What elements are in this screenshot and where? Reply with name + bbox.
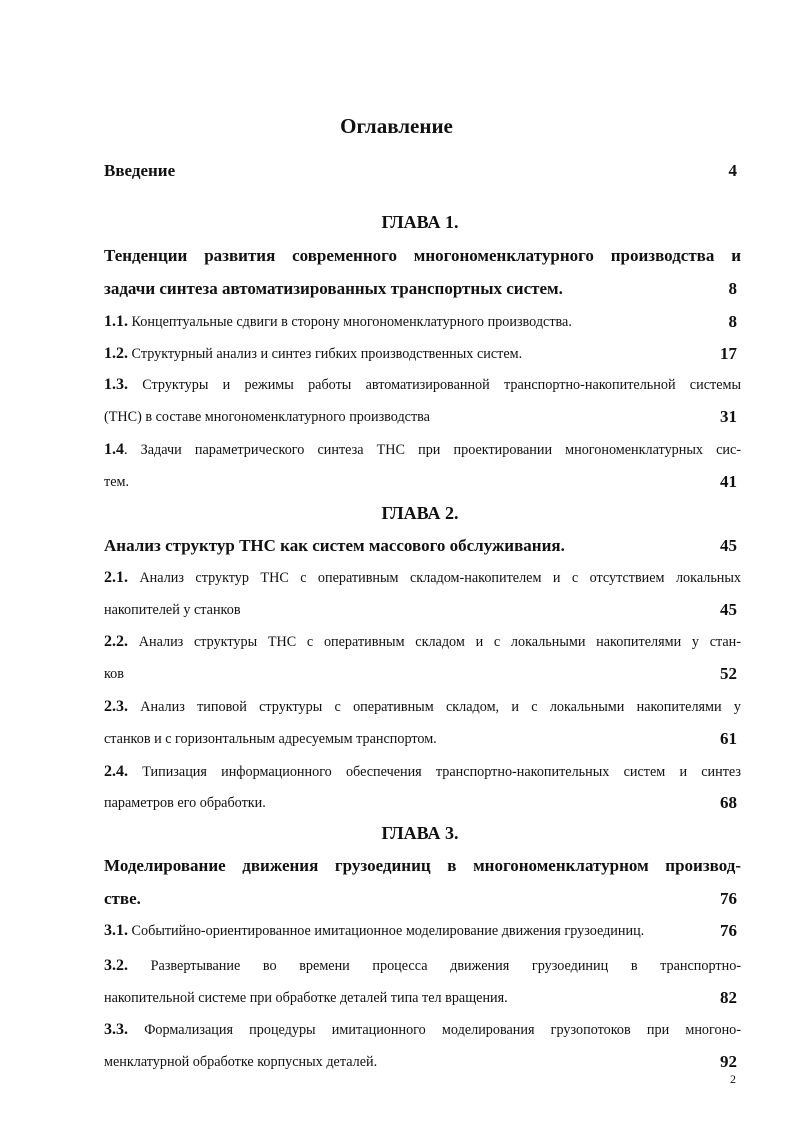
- section-text: Событийно-ориентированное имитационное моделирование движения грузоединиц.: [131, 923, 645, 939]
- section-text: Структурный анализ и синтез гибких производственных систем.: [131, 346, 523, 362]
- chapter-3-title-line-2: стве.: [104, 889, 141, 908]
- section-3-3-page: 92: [720, 1052, 737, 1071]
- section-text: Формализация процедуры имитационного моделирования грузопотоков при многоно-: [144, 1022, 741, 1038]
- section-text: Анализ типовой структуры с оперативным складом, и с локальными накопителями у: [140, 699, 741, 715]
- section-number: 1.2.: [104, 345, 128, 362]
- section-text: . Задачи параметрического синтеза ТНС при проектировании многономенклатурных сис-: [124, 442, 741, 458]
- section-text: Структуры и режимы работы автоматизированной транспортно-накопительной системы: [142, 377, 741, 393]
- section-2-3-line-1: [104, 696, 741, 718]
- chapter-2-title-line-1: Анализ структур ТНС как систем массового обслуживания.: [104, 536, 565, 555]
- section-1-1: [104, 311, 741, 333]
- section-2-3-line-2: станков и с горизонтальным адресуемым транспортом.: [104, 731, 437, 747]
- section-3-1-page: 76: [720, 921, 737, 940]
- section-number: 2.2.: [104, 633, 128, 650]
- section-number: 2.3.: [104, 698, 128, 715]
- section-1-3-line-2: (ТНС) в составе многономенклатурного производства: [104, 409, 430, 425]
- section-text: Развертывание во времени процесса движения грузоединиц в транспортно-: [150, 958, 741, 974]
- section-2-1-page: 45: [720, 600, 737, 619]
- section-2-4-line-1: [104, 761, 741, 783]
- section-number: 3.1.: [104, 922, 128, 939]
- section-number: 2.1.: [104, 569, 128, 586]
- section-number: 3.3.: [104, 1021, 128, 1038]
- section-1-2: [104, 343, 741, 365]
- section-1-3-line-1: [104, 374, 741, 396]
- toc-intro-label: Введение: [104, 161, 176, 180]
- chapter-1-title-line-1: Тенденции развития современного многономенклатурного производства и: [104, 246, 741, 265]
- section-3-1: [104, 920, 714, 942]
- section-text: Анализ структур ТНС с оперативным складом-накопителем и с отсутствием локальных: [139, 570, 741, 586]
- section-2-2-line-1: [104, 631, 741, 653]
- page-number: 2: [730, 1072, 736, 1086]
- section-number: 1.1.: [104, 313, 128, 330]
- section-text: Концептуальные сдвиги в сторону многономенклатурного производства.: [131, 314, 572, 330]
- section-3-3-line-2: менклатурной обработке корпусных деталей.: [104, 1054, 378, 1070]
- section-1-4-line-1: [104, 439, 741, 461]
- section-3-3-line-1: [104, 1019, 741, 1041]
- section-3-2-line-1: [104, 955, 741, 977]
- section-1-4-page: 41: [720, 472, 737, 491]
- section-2-4-page: 68: [720, 793, 737, 812]
- section-2-2-line-2: ков: [104, 666, 124, 682]
- page-title: Оглавление: [340, 114, 453, 138]
- section-2-4-line-2: параметров его обработки.: [104, 795, 266, 811]
- chapter-3-heading: ГЛАВА 3.: [381, 823, 459, 843]
- section-2-2-page: 52: [720, 664, 737, 683]
- section-number: 2.4.: [104, 763, 128, 780]
- chapter-1-heading: ГЛАВА 1.: [381, 212, 459, 232]
- chapter-2-heading: ГЛАВА 2.: [381, 503, 459, 523]
- section-1-1-page: 8: [728, 312, 737, 331]
- section-1-2-page: 17: [720, 344, 737, 363]
- chapter-3-page: 76: [720, 889, 737, 908]
- section-2-3-page: 61: [720, 729, 737, 748]
- section-number: 1.4: [104, 441, 124, 458]
- section-3-2-line-2: накопительной системе при обработке деталей типа тел вращения.: [104, 990, 508, 1006]
- chapter-3-title-line-1: Моделирование движения грузоединиц в многономенклатурном производ-: [104, 856, 741, 875]
- section-text: Анализ структуры ТНС с оперативным складом и с локальными накопителями у стан-: [138, 634, 741, 650]
- section-number: 3.2.: [104, 957, 128, 974]
- section-3-2-page: 82: [720, 988, 737, 1007]
- section-number: 1.3.: [104, 376, 128, 393]
- chapter-2-page: 45: [720, 536, 737, 555]
- chapter-1-title-line-2: задачи синтеза автоматизированных транспортных систем.: [104, 279, 563, 298]
- section-2-1-line-2: накопителей у станков: [104, 602, 241, 618]
- section-1-4-line-2: тем.: [104, 474, 130, 490]
- toc-intro-page: 4: [728, 161, 737, 180]
- section-text: Типизация информационного обеспечения транспортно-накопительных систем и синтез: [142, 764, 741, 780]
- section-1-3-page: 31: [720, 407, 737, 426]
- chapter-1-page: 8: [728, 279, 737, 298]
- section-2-1-line-1: [104, 567, 741, 589]
